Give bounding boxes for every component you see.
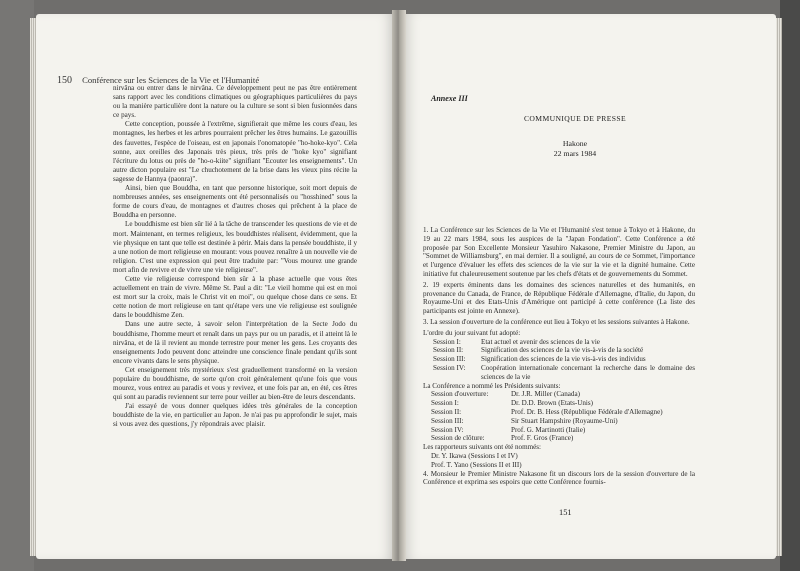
paragraph: J'ai essayé de vous donner quelques idées très générales de la conception bouddhiste de la vie, en particulier au Japon. Je n'ai pas pu approfondir le sujet, mais si vous avez des questions, j'y répondrais avec plaisir. — [113, 402, 357, 429]
rapporteur: Prof. T. Yano (Sessions II et III) — [431, 460, 522, 469]
president-name: Prof. G. Martinotti (Italie) — [511, 425, 586, 434]
president-name: Sir Stuart Hampshire (Royaume-Uni) — [511, 416, 618, 425]
paragraph-1: 1. La Conférence sur les Sciences de la Vie et l'Humanité s'est tenue à Tokyo et à Hakone, du 19 au 22 mars 1984, sous les auspices de la "Japan Fondation". Cette Conférence a été proposée par Son Excellente Monsieur Yasuhiro Nakasone, Premier Ministre du Japon, au "Sommet de Williamsburg", en mai dernier. Il a souligné, au cours de ce Sommet, l'importance et l'urgence d'évaluer les effets des sciences de la vie sur la vie et la dignité humaine. Cette initiative fut chaleureusement soutenue par les chefs d'états et de gouvernements du Sommet. — [423, 226, 695, 278]
paragraph: Cette conception, poussée à l'extrême, signifierait que même les cours d'eau, les montagnes, les herbes et les arbres pourraient prêcher les êtres humains. Le gazouillis des fauvettes, l'espèce de l'oiseau, est en japonais l'onomatopée "ho-hoke-kyo". Cela sonne, aux oreilles des Japonais très pieux, très près de "hoke kyo" signifiant l'écriture du lotus ou près de "ho-o-kiite" signifiant "Ecouter les enseignements". Un autre dicton populaire est "Le chuchotement de la brise dans les vieux pins récite la sagesse de Hannya (paonra)". — [113, 120, 357, 183]
president-session: Session IV: — [431, 425, 464, 434]
rapporteur: Dr. Y. Ikawa (Sessions I et IV) — [431, 451, 518, 460]
agenda-text: Signification des sciences de la vie vis-à-vis des individus — [481, 355, 646, 364]
scan-background-right — [780, 0, 800, 571]
president-name: Dr. J.R. Miller (Canada) — [511, 390, 580, 399]
agenda-label: Session II: — [433, 346, 464, 355]
running-head: Conférence sur les Sciences de la Vie et l'Humanité — [82, 75, 260, 85]
paragraph-2: 2. 19 experts éminents dans les domaines des sciences naturelles et des humanités, en provenance du Canada, de France, de République Fédérale d'Allemagne, d'Italie, du Japon, du Royaume-Uni et des Etats-Unis d'Amérique ont participé à cette conférence (La liste des participants est jointe en Annexe). — [423, 280, 695, 316]
president-session: Session I: — [431, 399, 459, 408]
president-session: Session II: — [431, 407, 462, 416]
president-session: Session de clôture: — [431, 434, 485, 443]
place: Hakone — [562, 139, 588, 148]
scan-background-left — [0, 0, 34, 571]
agenda-list — [433, 338, 695, 382]
left-page-number: 150 — [57, 75, 72, 86]
agenda-text: Coopération internationale concernant la recherche dans le domaine des sciences de la vie — [481, 363, 695, 381]
agenda-label: Session IV: — [433, 363, 466, 372]
agenda-text: Etat actuel et avenir des sciences de la vie — [481, 337, 600, 346]
president-name: Prof. F. Gros (France) — [511, 434, 574, 443]
dateline — [470, 139, 680, 159]
paragraph: Cette vie religieuse correspond bien sûr à la phase actuelle que vous êtes actuellement en train de vivre. Même St. Paul a dit: "Le vieil homme qui est en moi est mort sur la croix, mais le Christ vit en moi", ou quelque chose dans ce sens. Et cette notion de mort religieuse en tant qu'étape vers une vie religieuse est soulignée dans le bouddhisme Zen. — [113, 274, 357, 320]
president-session: Session III: — [431, 416, 464, 425]
right-body-text — [423, 226, 695, 489]
paragraph: nirvâna ou entrer dans le nirvâna. Ce développement peut ne pas être entièrement sans rapport avec les conditions climatiques ou géographiques particulières du pays ou la manière particulière dont la nature ou la culture se sont si bien fusionnées dans ce pays. — [113, 84, 357, 120]
paragraph: Dans une autre secte, à savoir selon l'interprétation de la Secte Jodo du bouddhisme, l'homme meurt et renaît dans un pays pur ou un paradis, et il atteint là le nirvâna, et de là il revient au monde terrestre pour mener les gens. Les croyants des enseignements Jodo peuvent donc atteindre une conscience finale pendant qu'ils sont encore vivants dans le sens physique. — [113, 320, 357, 365]
left-body-text — [113, 84, 357, 430]
paragraph: Le bouddhisme est bien sûr lié à la tâche de transcender les questions de vie et de mort. Maintenant, en termes religieux, les bouddhistes réalisent, évidemment, que la vie physique en tant que telle est destinée à périr. Mais dans la pensée bouddhiste, il y a une notion de mort religieuse en mourant: vous pouvez renaître à un nouvelle vie de religion. C'est une expression qui peut être traduite par: "Vous mourez une grande mort afin de revivre et de vivre une vie religieuse". — [113, 220, 357, 274]
book-gutter — [392, 10, 406, 561]
presidents-list — [431, 390, 695, 443]
paragraph: Ainsi, bien que Bouddha, en tant que personne historique, soit mort depuis de nombreuses années, ses enseignements ont été personnalisés ou "hosshined" sous la forme de cours d'eau, de montagnes et d'autres choses qui prêchent à la place de Bouddha en personne. — [113, 184, 357, 220]
press-release-title: COMMUNIQUE DE PRESSE — [523, 114, 627, 123]
paragraph-3: 3. La session d'ouverture de la conférence eut lieu à Tokyo et les sessions suivantes à Hakone. — [423, 317, 690, 326]
rapporteurs-intro: Les rapporteurs suivants ont été nommés: — [423, 443, 542, 452]
president-name: Prof. Dr. B. Hess (République Fédérale d'Allemagne) — [511, 407, 663, 416]
date: 22 mars 1984 — [553, 149, 597, 158]
paragraph: Cet enseignement très mystérieux s'est graduellement transformé en la version populaire du bouddhisme, de sorte qu'on croit généralement qu'une fois que vous mourez, vous entrez au paradis et vous y revivez, et une fois par an, en été, ces êtres qui sont au paradis reviennent sur terre pour veiller au bien-être de leurs descendants. — [113, 365, 357, 402]
agenda-intro: L'ordre du jour suivant fut adopté: — [423, 328, 521, 337]
presidents-intro: La Conférence a nommé les Présidents suivants: — [423, 381, 561, 390]
president-session: Session d'ouverture: — [431, 390, 489, 399]
paragraph-4: 4. Monsieur le Premier Ministre Nakasone fit un discours lors de la session d'ouverture de la Conférence et exprima ses espoirs que cette Conférence fournis- — [423, 469, 695, 487]
agenda-label: Session III: — [433, 355, 466, 364]
agenda-text: Signification des sciences de la vie vis-à-vis de la société — [481, 346, 644, 355]
page-stack-edge-right — [776, 18, 782, 556]
agenda-label: Session I: — [433, 337, 461, 346]
president-name: Dr. D.D. Brown (Etats-Unis) — [511, 399, 593, 408]
annex-label: Annexe III — [431, 94, 468, 103]
right-page-number: 151 — [559, 508, 572, 517]
